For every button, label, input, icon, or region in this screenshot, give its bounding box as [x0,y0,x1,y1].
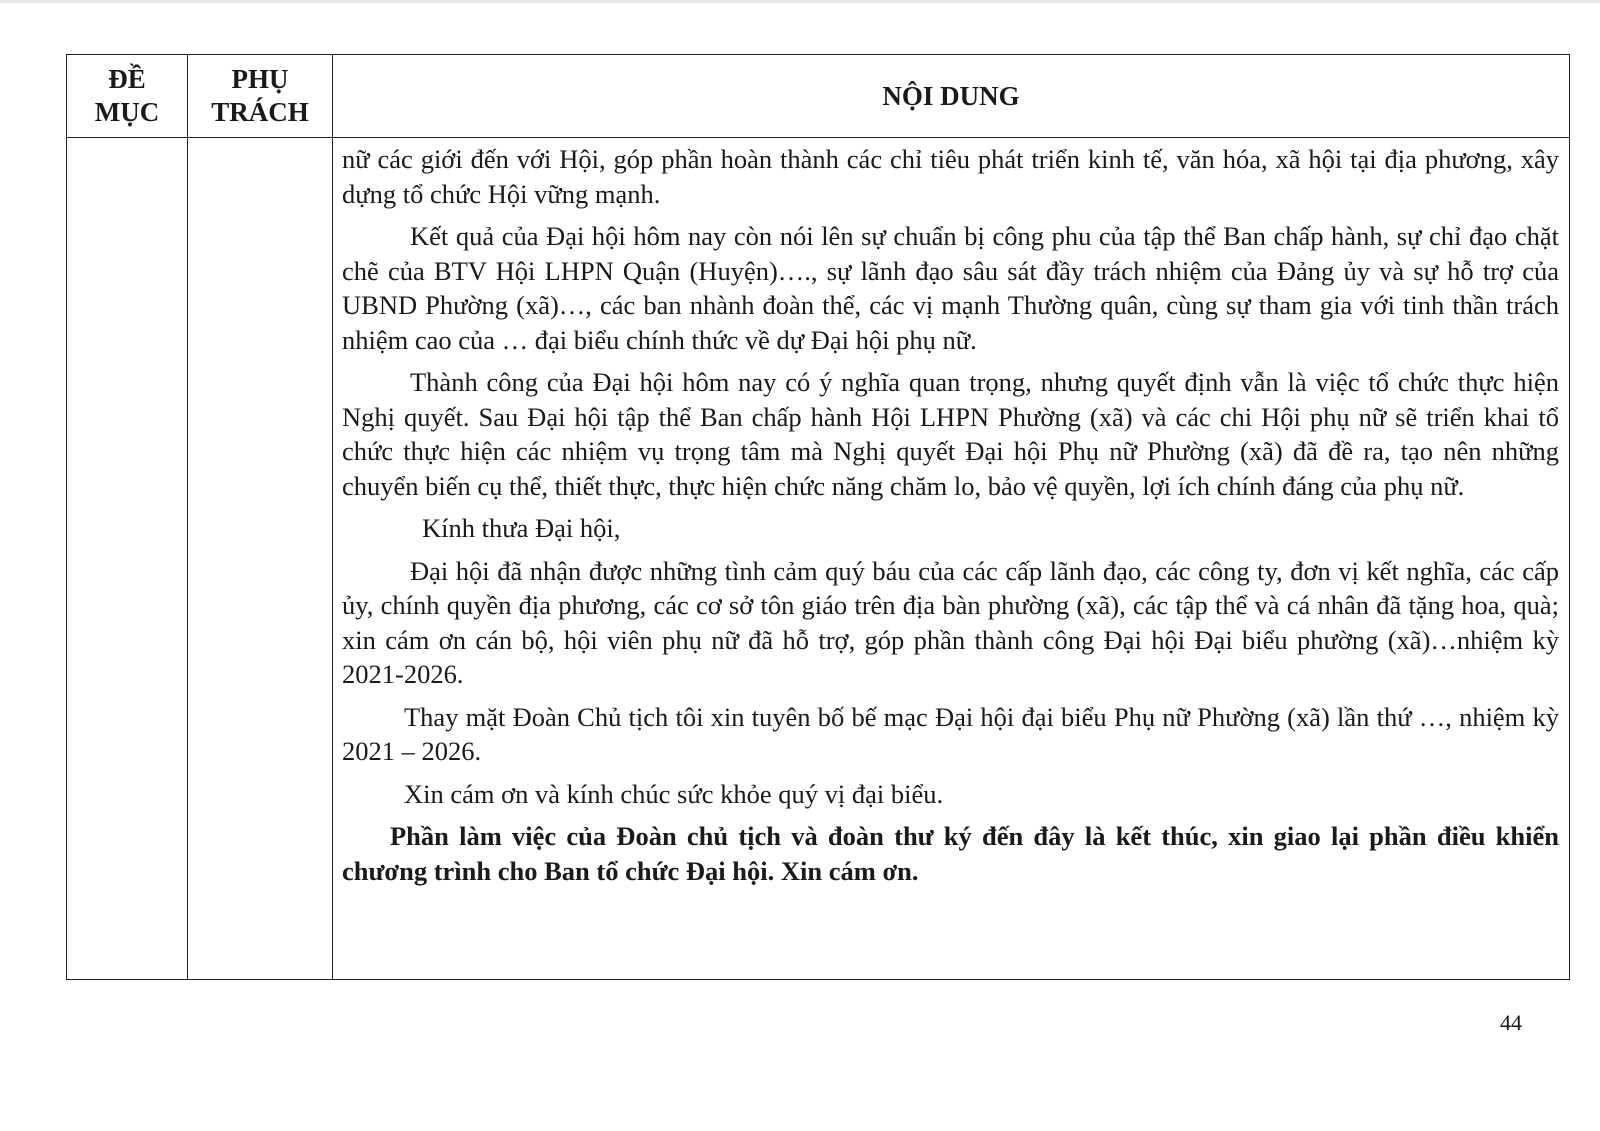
cell-phu-trach [188,138,333,980]
paragraph-5: Đại hội đã nhận được những tình cảm quý báu của các cấp lãnh đạo, các công ty, đơn vị kết nghĩa, các cấp ủy, chính quyền địa phương, các cơ sở tôn giáo trên địa bàn phường (xã), các tập thể và cá nhân đã tặng hoa, quà; xin cám ơn cán bộ, hội viên phụ nữ đã hỗ trợ, góp phần thành công Đại hội Đại biểu phường (xã)…nhiệm kỳ 2021-2026. [342,555,1559,689]
header-phu-trach-line2: TRÁCH [211,97,309,127]
header-phu-trach [188,55,333,138]
header-de-muc [67,55,188,138]
header-phu-trach-line1: PHỤ [231,64,289,94]
cell-de-muc [67,138,188,980]
agenda-table [66,54,1570,980]
paragraph-4: Kính thưa Đại hội, [422,513,621,543]
header-de-muc-line2: MỤC [94,97,160,127]
table-row [67,138,1570,980]
paragraph-6: Thay mặt Đoàn Chủ tịch tôi xin tuyên bố bế mạc Đại hội đại biểu Phụ nữ Phường (xã) lần thứ …, nhiệm kỳ 2021 – 2026. [342,701,1559,766]
paragraph-7: Xin cám ơn và kính chúc sức khỏe quý vị đại biểu. [404,778,944,809]
scan-top-edge [0,0,1600,3]
header-de-muc-line1: ĐỀ [108,64,146,94]
paragraph-1: nữ các giới đến với Hội, góp phần hoàn thành các chỉ tiêu phát triển kinh tế, văn hóa, xã hội tại địa phương, xây dựng tổ chức Hội vững mạnh. [342,144,1559,209]
header-noi-dung: NỘI DUNG [333,55,1570,138]
page-number: 44 [1500,1010,1522,1035]
paragraph-8-closing: Phần làm việc của Đoàn chủ tịch và đoàn thư ký đến đây là kết thúc, xin giao lại phần điều khiển chương trình cho Ban tổ chức Đại hội. Xin cám ơn. [342,821,1559,886]
table-header-row [67,55,1570,138]
paragraph-2: Kết quả của Đại hội hôm nay còn nói lên sự chuẩn bị công phu của tập thể Ban chấp hành, sự chỉ đạo chặt chẽ của BTV Hội LHPN Quận (Huyện)…., sự lãnh đạo sâu sát đầy trách nhiệm của Đảng ủy và sự hỗ trợ của UBND Phường (xã)…, các ban nhành đoàn thể, các vị mạnh Thường quân, cùng sự tham gia với tinh thần trách nhiệm cao của … đại biểu chính thức về dự Đại hội phụ nữ. [342,221,1559,355]
cell-noi-dung [333,138,1570,980]
paragraph-3: Thành công của Đại hội hôm nay có ý nghĩa quan trọng, nhưng quyết định vẫn là việc tổ chức thực hiện Nghị quyết. Sau Đại hội tập thể Ban chấp hành Hội LHPN Phường (xã) và các chi Hội phụ nữ sẽ triển khai tổ chức thực hiện các nhiệm vụ trọng tâm mà Nghị quyết Đại hội Phụ nữ Phường (xã) đã đề ra, tạo nên những chuyển biến cụ thể, thiết thực, thực hiện chức năng chăm lo, bảo vệ quyền, lợi ích chính đáng của phụ nữ. [342,367,1559,501]
